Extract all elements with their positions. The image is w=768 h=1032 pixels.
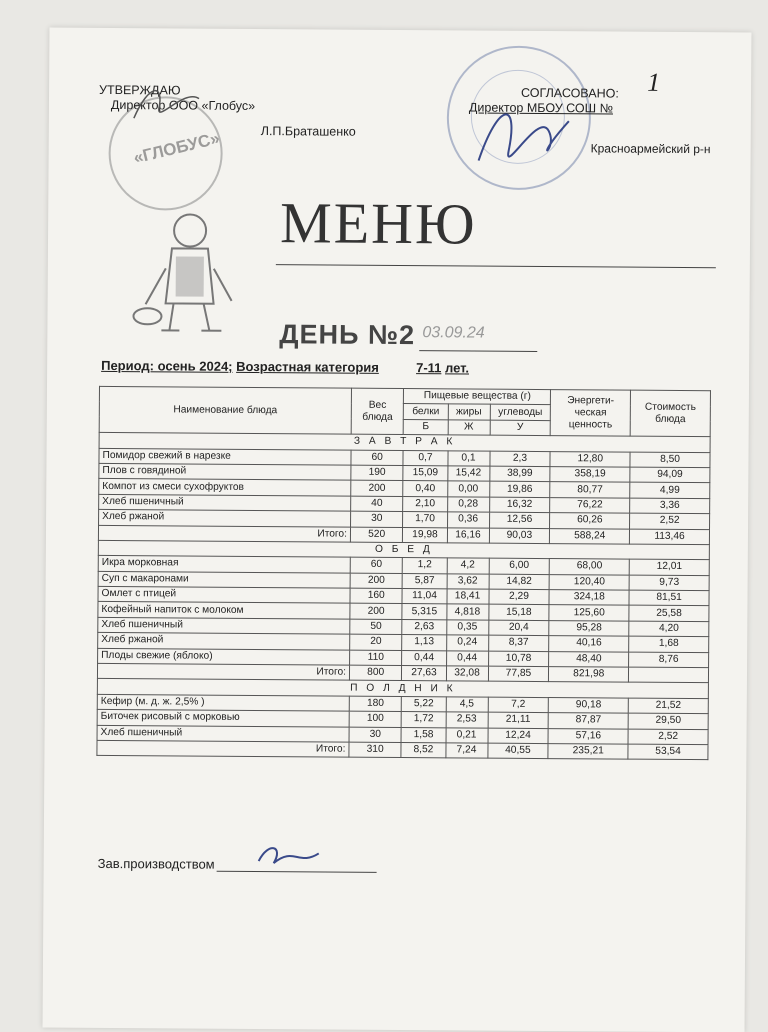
total-fats: 7,24 bbox=[445, 743, 487, 759]
header-carbs: углеводы bbox=[490, 405, 551, 421]
header-proteins: белки bbox=[404, 404, 448, 420]
dish-weight: 30 bbox=[349, 727, 402, 743]
menu-sheet bbox=[43, 28, 752, 1032]
total-proteins: 27,63 bbox=[402, 666, 446, 682]
dish-weight: 30 bbox=[350, 511, 403, 527]
dish-energy: 57,16 bbox=[548, 728, 628, 744]
day-label: ДЕНЬ №2 bbox=[279, 319, 416, 351]
dish-weight: 40 bbox=[351, 496, 404, 512]
dish-energy: 90,18 bbox=[549, 697, 629, 713]
total-proteins: 8,52 bbox=[401, 743, 445, 759]
dish-carbs: 12,24 bbox=[488, 728, 549, 744]
dish-proteins: 1,70 bbox=[403, 512, 447, 528]
dish-weight: 160 bbox=[350, 588, 403, 604]
total-proteins: 19,98 bbox=[403, 527, 447, 543]
total-weight: 520 bbox=[350, 527, 403, 543]
dish-name: Хлеб пшеничный bbox=[99, 494, 351, 511]
dish-weight: 200 bbox=[350, 573, 403, 589]
dish-energy: 68,00 bbox=[550, 559, 630, 575]
dish-carbs: 2,29 bbox=[488, 589, 549, 605]
dish-energy: 80,77 bbox=[550, 482, 630, 498]
total-carbs: 40,55 bbox=[487, 743, 548, 759]
section-title: П О Л Д Н И К bbox=[97, 679, 708, 699]
total-label: Итого: bbox=[98, 525, 350, 542]
dish-energy: 120,40 bbox=[549, 574, 629, 590]
dish-proteins: 0,40 bbox=[403, 481, 447, 497]
dish-name: Икра морковная bbox=[98, 556, 350, 573]
dish-name: Хлеб пшеничный bbox=[97, 725, 349, 742]
dish-carbs: 8,37 bbox=[488, 635, 549, 651]
dish-fats: 4,2 bbox=[447, 558, 489, 574]
header-cost: Стоимость блюда bbox=[630, 390, 710, 437]
dish-proteins: 2,10 bbox=[403, 496, 447, 512]
dish-cost: 2,52 bbox=[630, 513, 710, 529]
dish-fats: 0,36 bbox=[447, 512, 489, 528]
dish-proteins: 11,04 bbox=[402, 589, 446, 605]
section-title: О Б Е Д bbox=[98, 540, 709, 560]
menu-table-body bbox=[97, 433, 710, 760]
header-energy: Энергети-ческая ценность bbox=[551, 390, 631, 437]
header-c-short: У bbox=[490, 420, 551, 436]
dish-carbs: 15,18 bbox=[488, 605, 549, 621]
dish-cost: 8,50 bbox=[630, 452, 710, 468]
dish-fats: 3,62 bbox=[447, 574, 489, 590]
dish-cost: 21,52 bbox=[628, 698, 708, 714]
total-carbs: 90,03 bbox=[489, 528, 550, 544]
dish-energy: 95,28 bbox=[549, 620, 629, 636]
dish-name: Суп с макаронами bbox=[98, 571, 350, 588]
dish-cost: 4,20 bbox=[629, 621, 709, 637]
dish-weight: 50 bbox=[350, 619, 403, 635]
dish-cost: 9,73 bbox=[629, 575, 709, 591]
dish-proteins: 1,2 bbox=[403, 558, 447, 574]
dish-cost: 1,68 bbox=[629, 636, 709, 652]
total-carbs: 77,85 bbox=[488, 666, 549, 682]
dish-fats: 0,35 bbox=[446, 620, 488, 636]
dish-carbs: 19,86 bbox=[489, 481, 550, 497]
dish-fats: 2,53 bbox=[446, 712, 488, 728]
dish-proteins: 0,7 bbox=[403, 450, 447, 466]
dish-carbs: 21,11 bbox=[488, 712, 549, 728]
dish-energy: 125,60 bbox=[549, 605, 629, 621]
dish-energy: 12,80 bbox=[550, 451, 630, 467]
dish-cost: 2,52 bbox=[628, 729, 708, 745]
dish-fats: 0,28 bbox=[447, 497, 489, 513]
total-fats: 16,16 bbox=[447, 527, 489, 543]
dish-proteins: 1,72 bbox=[402, 712, 446, 728]
total-cost: 53,54 bbox=[628, 744, 708, 760]
dish-weight: 200 bbox=[351, 481, 404, 497]
dish-fats: 0,44 bbox=[446, 650, 488, 666]
total-fats: 32,08 bbox=[446, 666, 488, 682]
dish-carbs: 14,82 bbox=[489, 574, 550, 590]
dish-carbs: 12,56 bbox=[489, 512, 550, 528]
dish-fats: 0,21 bbox=[446, 727, 488, 743]
dish-fats: 18,41 bbox=[446, 589, 488, 605]
dish-name: Помидор свежий в нарезке bbox=[99, 448, 351, 465]
dish-carbs: 16,32 bbox=[489, 497, 550, 513]
dish-weight: 60 bbox=[351, 450, 404, 466]
page-title: МЕНЮ bbox=[279, 190, 477, 257]
dish-energy: 40,16 bbox=[549, 636, 629, 652]
dish-weight: 100 bbox=[349, 711, 402, 727]
dish-fats: 15,42 bbox=[447, 466, 489, 482]
dish-energy: 324,18 bbox=[549, 590, 629, 606]
total-label: Итого: bbox=[97, 663, 349, 680]
agreement-title: СОГЛАСОВАНО: bbox=[521, 85, 619, 101]
dish-proteins: 0,44 bbox=[402, 650, 446, 666]
dish-proteins: 1,13 bbox=[402, 635, 446, 651]
header-nutrients: Пищевые вещества (г) bbox=[404, 389, 551, 405]
dish-energy: 87,87 bbox=[548, 713, 628, 729]
dish-proteins: 15,09 bbox=[403, 465, 447, 481]
total-row bbox=[97, 740, 708, 760]
dish-weight: 200 bbox=[350, 604, 403, 620]
dish-carbs: 2,3 bbox=[489, 451, 550, 467]
dish-proteins: 2,63 bbox=[402, 619, 446, 635]
dish-carbs: 7,2 bbox=[488, 697, 549, 713]
dish-weight: 110 bbox=[350, 650, 403, 666]
total-cost: 113,46 bbox=[630, 529, 710, 545]
approval-title: УТВЕРЖДАЮ bbox=[99, 82, 181, 98]
total-energy: 235,21 bbox=[548, 744, 628, 760]
dish-weight: 190 bbox=[351, 465, 404, 481]
dish-fats: 0,1 bbox=[447, 450, 489, 466]
dish-cost: 4,99 bbox=[630, 482, 710, 498]
dish-name: Кофейный напиток с молоком bbox=[98, 602, 350, 619]
dish-name: Плоды свежие (яблоко) bbox=[98, 648, 350, 665]
approval-name: Л.П.Браташенко bbox=[260, 124, 356, 139]
company-stamp-text: «ГЛОБУС» bbox=[131, 128, 222, 168]
production-signature-line bbox=[98, 856, 377, 873]
age-category-value: 7-11 bbox=[416, 360, 442, 376]
total-weight: 310 bbox=[349, 742, 402, 758]
header-name: Наименование блюда bbox=[99, 386, 351, 434]
approver-signature bbox=[129, 78, 209, 129]
dish-energy: 48,40 bbox=[549, 651, 629, 667]
header-p-short: Б bbox=[404, 419, 448, 435]
dish-fats: 4,818 bbox=[446, 604, 488, 620]
period-label: Период: осень 2024; bbox=[101, 357, 233, 374]
dish-fats: 4,5 bbox=[446, 697, 488, 713]
dish-weight: 180 bbox=[349, 696, 402, 712]
school-number: 1 bbox=[647, 67, 661, 97]
dish-carbs: 20,4 bbox=[488, 620, 549, 636]
dish-weight: 20 bbox=[350, 634, 403, 650]
title-underline bbox=[276, 264, 716, 268]
dish-name: Кефир (м. д. ж. 2,5% ) bbox=[97, 694, 349, 711]
dish-cost: 25,58 bbox=[629, 606, 709, 622]
dish-fats: 0,00 bbox=[447, 481, 489, 497]
dish-name: Биточек рисовый с морковью bbox=[97, 710, 349, 727]
approval-role: Директор ООО «Глобус» bbox=[110, 97, 256, 113]
dish-name: Хлеб пшеничный bbox=[98, 617, 350, 634]
dish-cost: 81,51 bbox=[629, 590, 709, 606]
dish-proteins: 1,58 bbox=[401, 727, 445, 743]
total-energy: 588,24 bbox=[550, 528, 630, 544]
dish-proteins: 5,315 bbox=[402, 604, 446, 620]
total-weight: 800 bbox=[349, 665, 402, 681]
dish-fats: 0,24 bbox=[446, 635, 488, 651]
region-label: Красноармейский р-н bbox=[590, 141, 711, 157]
dish-energy: 358,19 bbox=[550, 467, 630, 483]
age-category-label: Возрастная категория bbox=[236, 358, 379, 375]
total-energy: 821,98 bbox=[549, 667, 629, 683]
dish-weight: 60 bbox=[350, 557, 403, 573]
menu-table bbox=[96, 386, 711, 761]
dish-proteins: 5,87 bbox=[403, 573, 447, 589]
dish-cost: 3,36 bbox=[630, 498, 710, 514]
dish-cost: 8,76 bbox=[629, 652, 709, 668]
director-signature bbox=[468, 90, 579, 181]
dish-name: Хлеб ржаной bbox=[98, 633, 350, 650]
dish-carbs: 6,00 bbox=[489, 558, 550, 574]
dish-carbs: 38,99 bbox=[489, 466, 550, 482]
total-cost bbox=[629, 667, 709, 683]
cook-figure-stamp bbox=[127, 208, 248, 339]
period-line bbox=[101, 358, 469, 376]
section-title: З А В Т Р А К bbox=[99, 433, 710, 453]
dish-cost: 29,50 bbox=[628, 713, 708, 729]
dish-name: Компот из смеси сухофруктов bbox=[99, 479, 351, 496]
dish-name: Плов с говядиной bbox=[99, 463, 351, 480]
production-label: Зав.производством bbox=[97, 855, 215, 872]
dish-cost: 94,09 bbox=[630, 467, 710, 483]
age-category-unit: лет. bbox=[445, 360, 470, 376]
day-underline bbox=[419, 350, 537, 352]
header-f-short: Ж bbox=[448, 420, 490, 436]
dish-energy: 76,22 bbox=[550, 497, 630, 513]
dish-name: Омлет с птицей bbox=[98, 586, 350, 603]
header-fats: жиры bbox=[448, 404, 490, 420]
total-label: Итого: bbox=[97, 740, 349, 757]
dish-cost: 12,01 bbox=[629, 559, 709, 575]
production-signature bbox=[254, 841, 324, 871]
dish-carbs: 10,78 bbox=[488, 651, 549, 667]
header-weight: Вес блюда bbox=[351, 388, 404, 435]
dish-proteins: 5,22 bbox=[402, 696, 446, 712]
dish-name: Хлеб ржаной bbox=[99, 510, 351, 527]
day-date: 03.09.24 bbox=[422, 324, 485, 342]
agreement-role: Директор МБОУ СОШ № bbox=[468, 100, 614, 116]
dish-energy: 60,26 bbox=[550, 513, 630, 529]
